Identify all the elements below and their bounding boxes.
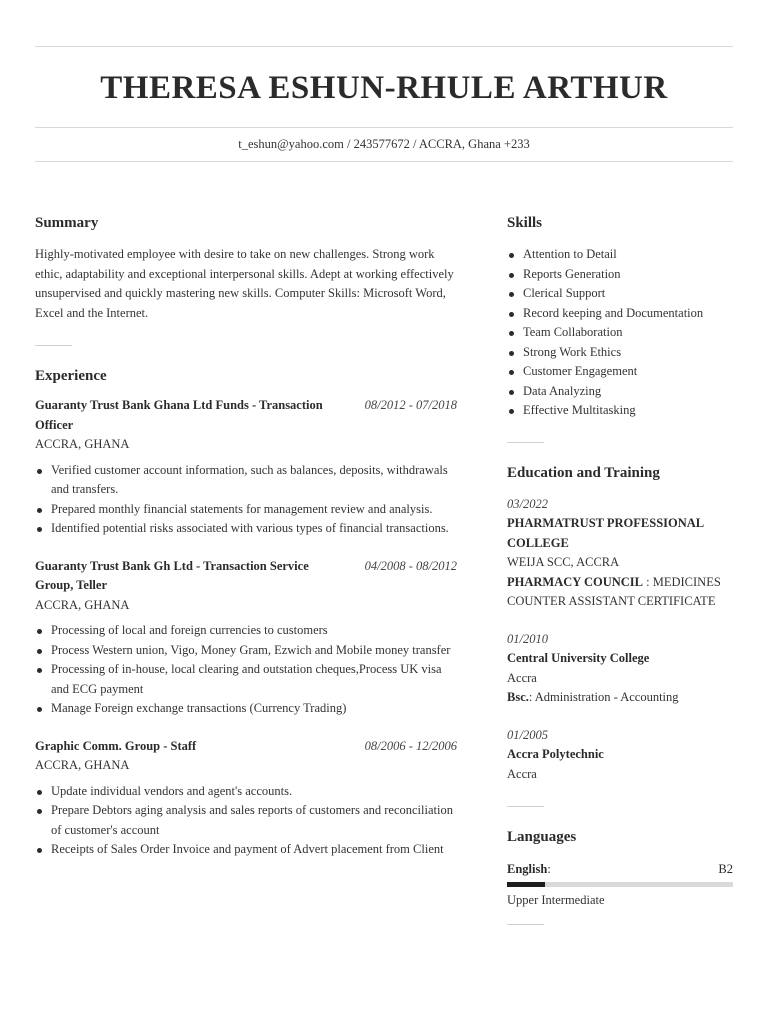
section-divider (507, 442, 544, 443)
education-entry (507, 726, 733, 785)
list-item: Receipts of Sales Order Invoice and payment of Advert placement from Client (35, 840, 457, 860)
language-colon: : (547, 862, 551, 876)
section-divider (507, 806, 544, 807)
language-name-text: English (507, 862, 548, 876)
degree-text: : MEDICINES COUNTER ASSISTANT CERTIFICATE (507, 574, 721, 608)
contact-line: t_eshun@yahoo.com / 243577672 / ACCRA, Ghana +233 (238, 137, 530, 151)
top-divider (35, 46, 733, 47)
job-entry (35, 396, 457, 539)
language-name (507, 860, 551, 880)
summary-text: Highly-motivated employee with desire to take on new challenges. Strong work ethic, adaptability and exceptional interpersonal skills. Adept at working effectively unsupervised and quickly mastering new skills. Computer Skills: Microsoft Word, Excel and the Internet. (35, 247, 454, 320)
education-degree (507, 688, 733, 708)
education-location: WEIJA SCC, ACCRA (507, 555, 620, 569)
job-date: 08/2012 - 07/2018 (364, 398, 457, 412)
contact-divider (35, 161, 733, 162)
job-bullets (35, 621, 457, 719)
job-bullets (35, 461, 457, 539)
education-date: 03/2022 (507, 496, 548, 511)
skill-item: Record keeping and Documentation (507, 304, 733, 324)
language-proficiency-fill (507, 882, 545, 887)
education-degree (507, 573, 733, 612)
degree-label: PHARMACY COUNCIL (507, 574, 643, 589)
education-school: Central University College (507, 651, 650, 665)
education-entry (507, 630, 733, 708)
language-level-code: B2 (718, 862, 733, 876)
skills-list (507, 245, 733, 421)
section-divider (507, 924, 544, 925)
skill-item: Customer Engagement (507, 362, 733, 382)
left-column (35, 212, 457, 860)
language-proficiency-bar (507, 882, 733, 887)
language-entry (507, 860, 733, 910)
job-date: 08/2006 - 12/2006 (364, 738, 457, 753)
candidate-name: THERESA ESHUN-RHULE ARTHUR (100, 70, 668, 106)
job-title: Guaranty Trust Bank Ghana Ltd Funds - Transaction Officer (35, 398, 323, 432)
degree-label: Bsc. (507, 690, 529, 704)
language-level-text: Upper Intermediate (507, 892, 605, 907)
list-item: Processing of in-house, local clearing and outstation cheques,Process UK visa and ECG payment (35, 660, 457, 699)
education-location: Accra (507, 670, 537, 685)
skill-item: Team Collaboration (507, 323, 733, 343)
job-location: ACCRA, GHANA (35, 758, 130, 772)
job-entry (35, 557, 457, 719)
education-school: PHARMATRUST PROFESSIONAL COLLEGE (507, 516, 704, 550)
job-date: 04/2008 - 08/2012 (364, 558, 457, 573)
education-date: 01/2005 (507, 727, 548, 742)
list-item: Process Western union, Vigo, Money Gram, Ezwich and Mobile money transfer (35, 641, 457, 661)
education-date: 01/2010 (507, 631, 548, 646)
list-item: Update individual vendors and agent's accounts. (35, 782, 457, 802)
education-heading: Education and Training (507, 464, 660, 481)
right-column (507, 212, 733, 925)
education-location: Accra (507, 766, 537, 781)
job-bullets (35, 782, 457, 860)
job-location: ACCRA, GHANA (35, 437, 130, 451)
list-item: Prepared monthly financial statements for management review and analysis. (35, 500, 457, 520)
summary-heading: Summary (35, 215, 99, 231)
skill-item: Reports Generation (507, 265, 733, 285)
education-school: Accra Polytechnic (507, 747, 604, 761)
skill-item: Effective Multitasking (507, 401, 733, 421)
languages-heading: Languages (507, 829, 577, 845)
experience-heading: Experience (35, 368, 107, 384)
section-divider (35, 345, 72, 346)
list-item: Prepare Debtors aging analysis and sales reports of customers and reconciliation of customer's account (35, 801, 457, 840)
list-item: Manage Foreign exchange transactions (Currency Trading) (35, 699, 457, 719)
job-title: Guaranty Trust Bank Gh Ltd - Transaction Service Group, Teller (35, 558, 309, 592)
job-entry (35, 737, 457, 860)
skills-heading: Skills (507, 215, 543, 231)
list-item: Verified customer account information, such as balances, deposits, withdrawals and transfers. (35, 461, 457, 500)
skill-item: Data Analyzing (507, 382, 733, 402)
education-entry (507, 495, 733, 612)
job-location: ACCRA, GHANA (35, 597, 130, 612)
job-title: Graphic Comm. Group - Staff (35, 738, 197, 753)
skill-item: Clerical Support (507, 284, 733, 304)
list-item: Processing of local and foreign currencies to customers (35, 621, 457, 641)
list-item: Identified potential risks associated with various types of financial transactions. (35, 519, 457, 539)
skill-item: Strong Work Ethics (507, 343, 733, 363)
degree-text: : Administration - Accounting (528, 690, 679, 704)
skill-item: Attention to Detail (507, 245, 733, 265)
name-divider (35, 127, 733, 128)
